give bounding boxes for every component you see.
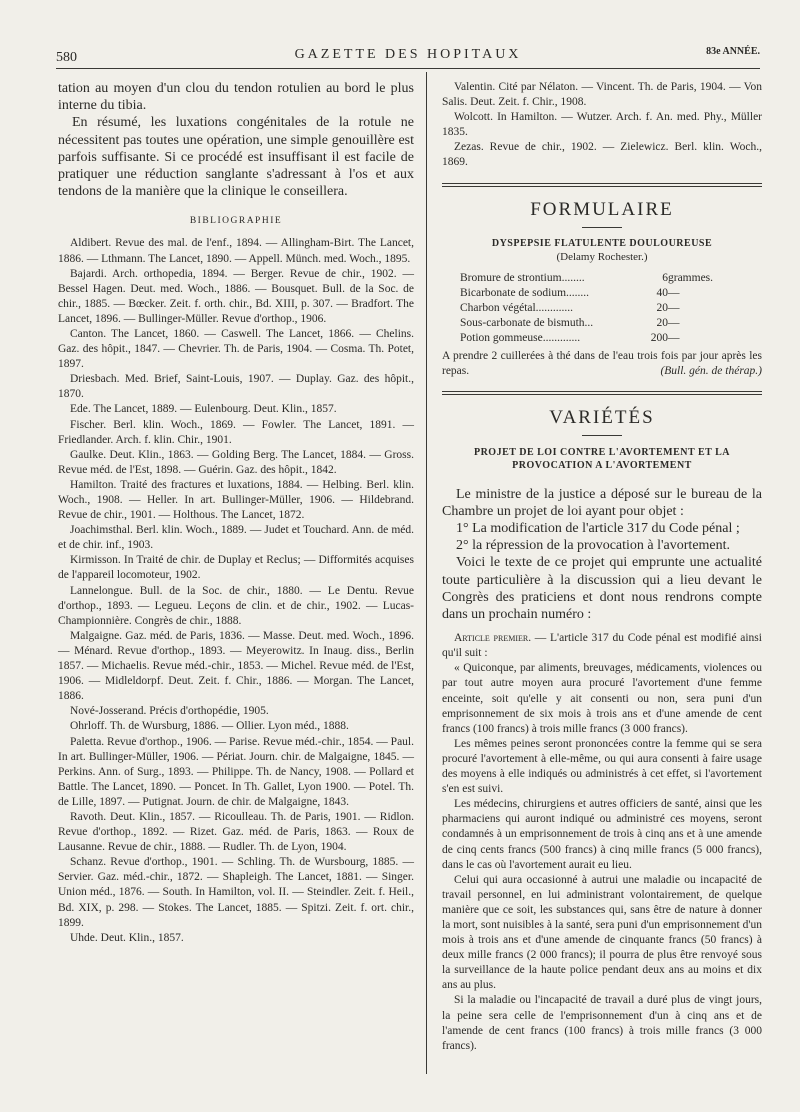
bibliography-continued (442, 80, 762, 171)
bill-intro-2: Voici le texte de ce projet qui emprunte une actualité toute particulière à la discussion qui a lieu devant le Congrès des praticiens et dont nous rendrons compte dans un prochain numéro : (442, 555, 762, 622)
ingredient-qty: 6 (662, 271, 668, 284)
bibliography-entry: Kirmisson. In Traité de chir. de Duplay et Reclus; — Difformités acquises de l'appareil locomoteur, 1902. (58, 554, 414, 582)
ingredient-name: Bromure de strontium........ (460, 271, 585, 284)
bill-paragraph: Les médecins, chirurgiens et autres officiers de santé, ainsi que les pharmaciens qui auront indiqué ou administré ces moyens, seront condamnés à un emprisonnement de trois à cinq ans et à une amende de cinq cents francs (500 francs) à cinq mille francs (5 000 francs), dans le cas où l'avortement aurait eu lieu. (442, 798, 762, 871)
article-text: — L'article 317 du Code pénal est modifié ainsi qu'il suit : (442, 632, 762, 660)
ingredient-unit: — (668, 301, 680, 314)
bibliography-entry: Hamilton. Traité des fractures et luxations, 1884. — Helbing. Berl. klin. Woch., 1908. — Heller. In art. Bullinger-Müller, 1906. — Hildebrand. Revue de chir., 1901. — Holthous. The Lancet, 1872. (58, 478, 414, 522)
ingredient-qty: 200 (650, 332, 668, 345)
prescription-row (460, 301, 738, 316)
column-divider (426, 72, 427, 1074)
ingredient-name: Potion gommeuse............. (460, 332, 581, 345)
short-divider (582, 227, 622, 228)
section-divider (442, 391, 762, 395)
bill-item-1: 1° La modification de l'article 317 du Code pénal ; (456, 520, 740, 536)
bibliography-entry: Ravoth. Deut. Klin., 1857. — Ricoulleau. Th. de Paris, 1901. — Ridlon. Revue d'orthop., 1892. — Rizet. Gaz. méd. de Paris, 1863. — Roux de Lausanne. Revue de chir., 1888. — Rudler. Th. de Lyon, 1904. (58, 810, 414, 854)
bibliography-entry: Gaulke. Deut. Klin., 1863. — Golding Berg. The Lancet, 1884. — Gross. Revue méd. de l'Est, 1898. — Guérin. Gaz. des hôpit., 1842. (58, 448, 414, 476)
bibliography-entry: Nové-Josserand. Précis d'orthopédie, 1905. (70, 705, 269, 718)
bibliography-entry: Driesbach. Med. Brief, Saint-Louis, 1907. — Duplay. Gaz. des hôpit., 1870. (58, 373, 414, 401)
journal-title: GAZETTE DES HOPITAUX (294, 47, 522, 62)
bibliography-entry: Malgaigne. Gaz. méd. de Paris, 1836. — Masse. Deut. med. Woch., 1896. — Ménard. Revue d'orthop., 1893. — Meyerowitz. In Inaug. diss., Berlin 1857. — Michaelis. Revue méd.-chir., 1853. — Michel. Revue méd. de l'Est, 1906. — Midleldorpf. Deut. Zeit. f. Chir., 1886. — Morgan. The Lancet, 1886. (58, 629, 414, 703)
bill-paragraph: Celui qui aura occasionné à autrui une maladie ou incapacité de travail personnel, en lui administrant volontairement, de quelque manière que ce soit, les substances qui, sans être de nature à donner la mort, sont nuisibles à la santé, sera puni d'un emprisonnement d'un mois à trois ans et d'une amende de cinquante francs (50 francs) à deux mille francs (2 000 francs); il pourra de plus être renvoyé sous la surveillance de la haute police pendant deux ans au moins et dix ans au plus. (442, 873, 762, 992)
bibliography-entry: Uhde. Deut. Klin., 1857. (70, 931, 184, 944)
bill-title: PROJET DE LOI CONTRE L'AVORTEMENT ET LA PROVOCATION A L'AVORTEMENT (473, 446, 731, 471)
bibliography-entry: Zezas. Revue de chir., 1902. — Zielewicz. Berl. klin. Woch., 1869. (442, 141, 762, 169)
year-label: 83e ANNÉE. (706, 46, 760, 57)
prescription-instructions: A prendre 2 cuillerées à thé dans de l'eau trois fois par jour après les repas. (442, 349, 762, 377)
bill-quote: « Quiconque, par aliments, breuvages, médicaments, violences ou par tout autre moyen aura procuré l'avortement d'une femme enceinte, soit qu'elle y ait consenti ou non, sera puni d'un emprisonnement de six mois à trois ans et d'une amende de cent francs (100 francs) à trois mille francs (3 000 francs). (442, 662, 762, 735)
left-column (58, 80, 414, 946)
bibliography-list (58, 236, 414, 945)
prescription-note (442, 349, 762, 379)
ingredient-unit: — (668, 332, 680, 345)
prescription-row (460, 271, 738, 286)
ingredient-qty: 20 (656, 301, 668, 314)
bibliography-title: BIBLIOGRAPHIE (189, 216, 283, 227)
summary-paragraph: En résumé, les luxations congénitales de la rotule ne nécessitent pas toutes une opération, une simple genouillère est parfois suffisante. Si ce procédé est insuffisant il est facile de pratiquer une réduction sanglante s'adressant à l'os et aux tendons de la manière que la clinique le conseillera. (58, 115, 414, 200)
ingredient-unit: grammes. (668, 271, 714, 284)
bibliography-entry: Fischer. Berl. klin. Woch., 1869. — Fowler. The Lancet, 1891. — Friedlander. Arch. f. klin. Chir., 1901. (58, 418, 414, 446)
prescription-row (460, 286, 738, 301)
bibliography-entry: Schanz. Revue d'orthop., 1901. — Schling. Th. de Wursbourg, 1885. — Servier. Gaz. méd.-chir., 1872. — Shapleigh. The Lancet, 1881. — Singer. Union méd., 1876. — South. In Hamilton, vol. II. — Steindler. Zeit. f. Heil., Bd. XIX, p. 298. — Stokes. The Lancet, 1885. — Spitzi. Zeit. f. ort. chir., 1899. (58, 856, 414, 929)
ingredient-name: Sous-carbonate de bismuth... (460, 317, 594, 330)
article-paragraph (442, 631, 762, 661)
ingredient-qty: 20 (656, 317, 668, 330)
article-label: Article premier. (454, 632, 532, 645)
page-number: 580 (56, 50, 77, 65)
formulaire-subtitle: DYSPEPSIE FLATULENTE DOULOUREUSE (491, 237, 713, 249)
bill-text (442, 631, 762, 1054)
bill-paragraph: Les mêmes peines seront prononcées contre la femme qui se sera procuré l'avortement à elle-même, ou qui aura consenti à faire usage des moyens à elle indiqués ou administrés à cet effet, si l'avortement s'en est suivi. (442, 737, 762, 796)
bibliography-entry: Valentin. Cité par Nélaton. — Vincent. Th. de Paris, 1904. — Von Salis. Deut. Zeit. f. Chir., 1908. (442, 81, 762, 109)
bibliography-entry: Lannelongue. Bull. de la Soc. de chir., 1880. — Le Dentu. Revue d'orthop., 1893. — Legueu. Leçons de clin. et de chir., 1902. — Lucas-Championnière. Congrès de chir., 1888. (58, 584, 414, 627)
ingredient-name: Bicarbonate de sodium........ (460, 286, 590, 299)
prescription-table (460, 271, 738, 347)
bibliography-entry: Ede. The Lancet, 1889. — Eulenbourg. Deut. Klin., 1857. (70, 403, 337, 416)
bibliography-entry: Wolcott. In Hamilton. — Wutzer. Arch. f. An. med. Phy., Müller 1835. (442, 111, 762, 139)
continuation-text: tation au moyen d'un clou du tendon rotulien au bord le plus interne du tibia. (58, 81, 414, 114)
prescription-row (460, 316, 738, 331)
bibliography-entry: Canton. The Lancet, 1860. — Caswell. The Lancet, 1866. — Chelins. Gaz. des hôpit., 1847. — Chevrier. Th. de Paris, 1904. — Cosma. Th. Potet, 1897. (58, 327, 414, 371)
section-divider (442, 183, 762, 187)
right-column (442, 80, 762, 1054)
varietes-title: VARIÉTÉS (549, 406, 655, 428)
ingredient-unit: — (668, 317, 680, 330)
ingredient-name: Charbon végétal............. (460, 301, 574, 314)
bibliography-entry: Aldibert. Revue des mal. de l'enf., 1894. — Allingham-Birt. The Lancet, 1886. — Lthmann. The Lancet, 1890. — Appell. Münch. med. Woch., 1895. (58, 237, 414, 265)
bibliography-entry: Paletta. Revue d'orthop., 1906. — Parise. Revue méd.-chir., 1854. — Paul. In art. Bullinger-Müller, 1906. — Périat. Journ. chir. de Malgaigne, 1845. — Perkins. Ann. of Surg., 1893. — Philippe. Th. de Nancy, 1908. — Pollard et Battle. The Lancet, 1890. — Poncet. In Th. Gallet, Lyon 1900. — Potel. Th. de Lille, 1897. — Putignat. Journ. de chir. de Malgaigne, 1843. (58, 735, 414, 808)
bibliography-entry: Bajardi. Arch. orthopedia, 1894. — Berger. Revue de chir., 1902. — Bessel Hagen. Deut. med. Woch., 1886. — Bousquet. Bull. de la Soc. de chir., 1885. — Bœcker. Zeit. f. orth. chir., Bd. XIII, p. 307. — Bradfort. The Lancet, 1896. — Bullinger-Müller. Revue d'orthop., 1906. (58, 267, 414, 325)
prescription-row (460, 331, 738, 346)
bill-item-2: 2° la répression de la provocation à l'avortement. (456, 538, 731, 554)
bibliography-entry: Joachimsthal. Berl. klin. Woch., 1889. — Judet et Touchard. Ann. de méd. et de chir. inf., 1903. (58, 524, 414, 552)
short-divider (582, 435, 622, 436)
ingredient-qty: 40 (656, 286, 668, 299)
ingredient-unit: — (668, 286, 680, 299)
bill-intro: Le ministre de la justice a déposé sur le bureau de la Chambre un projet de loi ayant pour objet : (442, 486, 762, 519)
header-rule (56, 68, 760, 69)
bibliography-entry: Ohrloff. Th. de Wursburg, 1886. — Ollier. Lyon méd., 1888. (70, 720, 349, 733)
bill-paragraph: Si la maladie ou l'incapacité de travail a duré plus de vingt jours, la peine sera celle de l'emprisonnement d'un à cinq ans et de l'amende de cent francs (100 francs) à trois mille francs (3 000 francs). (442, 994, 762, 1052)
formulaire-title: FORMULAIRE (530, 198, 674, 220)
prescription-source: (Bull. gén. de thérap.) (660, 364, 762, 377)
formulaire-author: (Delamy Rochester.) (556, 250, 648, 263)
